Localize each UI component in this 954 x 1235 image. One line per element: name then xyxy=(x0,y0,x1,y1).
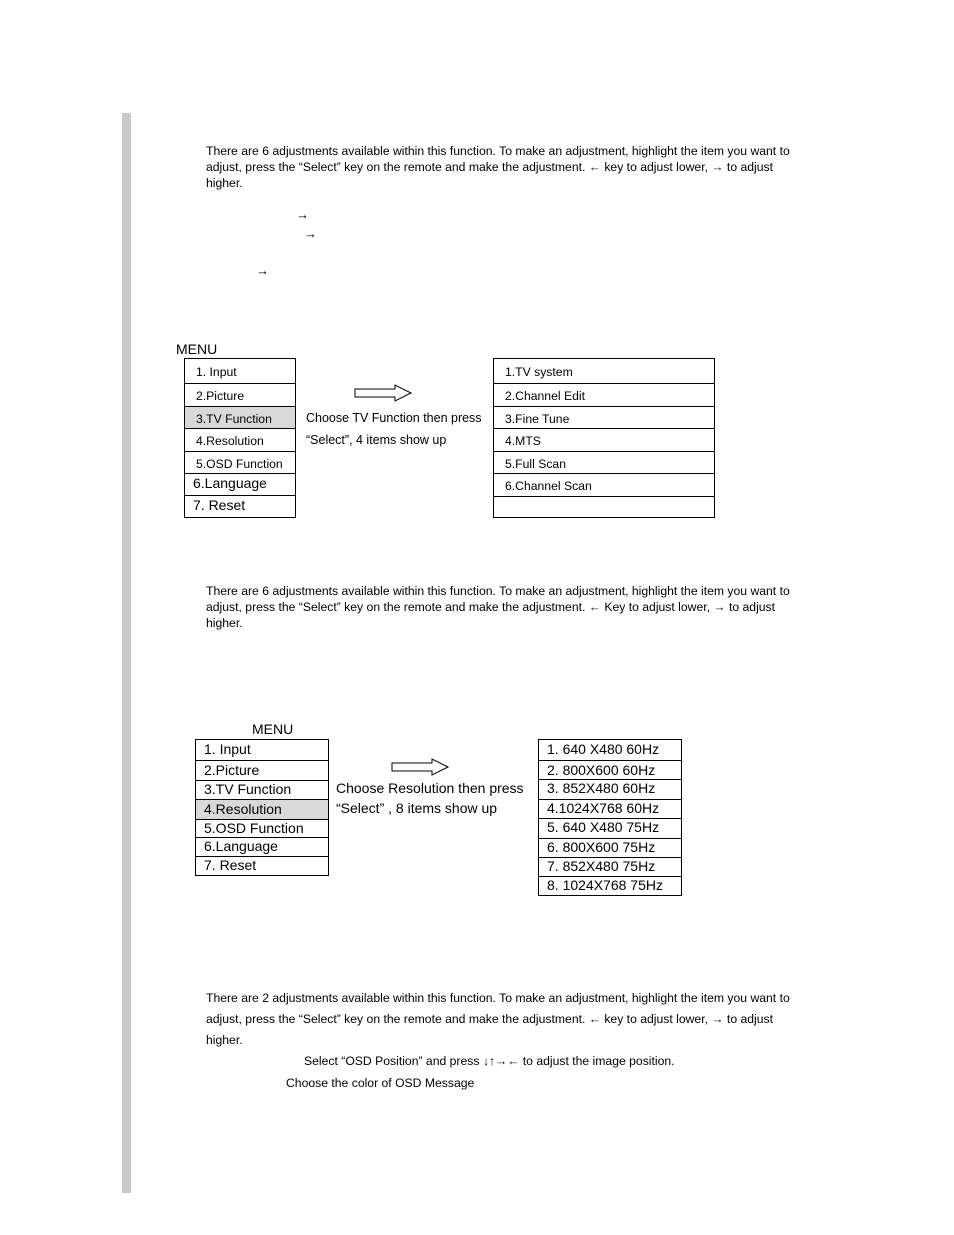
menu-item-tv-function[interactable] xyxy=(185,406,295,428)
submenu-item-label: 1.TV system xyxy=(505,365,573,379)
menu-item-label: 5.OSD Function xyxy=(204,820,304,836)
submenu-item-label: 2.Channel Edit xyxy=(505,389,585,403)
big-right-arrow-icon xyxy=(391,758,451,776)
paragraph-line: higher. xyxy=(206,616,243,630)
menu-item-label: 3.TV Function xyxy=(196,412,272,426)
osd-position-instruction: Select “OSD Position” and press ↓↑→← to adjust the image position. xyxy=(304,1054,675,1068)
right-arrow-icon: → xyxy=(256,263,269,278)
submenu-item[interactable] xyxy=(494,359,714,383)
menu-item-picture[interactable] xyxy=(196,760,328,780)
paragraph-line: higher. xyxy=(206,176,243,190)
right-arrow-icon: → xyxy=(304,226,317,241)
paragraph-line: adjust, press the “Select” key on the remote and make the adjustment. ← Key to adjust lower, → to adjust xyxy=(206,600,776,614)
menu-item-language[interactable] xyxy=(185,473,295,495)
menu-item-label: 6.Language xyxy=(193,475,267,491)
submenu-item-label: 4.MTS xyxy=(505,434,541,448)
caption-line: “Select”, 4 items show up xyxy=(306,433,447,447)
menu-item-label: 1. Input xyxy=(196,365,237,379)
submenu-item[interactable] xyxy=(494,406,714,428)
section1-paragraph xyxy=(206,143,816,191)
resolution-menu xyxy=(195,739,329,876)
menu-item-label: 7. Reset xyxy=(193,497,246,513)
menu-label: MENU xyxy=(176,341,218,357)
submenu-item-label: 1. 640 X480 60Hz xyxy=(547,741,660,757)
submenu-item-label: 7. 852X480 75Hz xyxy=(547,858,656,874)
submenu-item[interactable] xyxy=(539,760,681,779)
submenu-item[interactable] xyxy=(539,799,681,818)
submenu-item-label: 3.Fine Tune xyxy=(505,412,570,426)
menu-item-label: 3.TV Function xyxy=(204,781,292,797)
submenu-item[interactable] xyxy=(539,740,681,760)
submenu-item-label: 8. 1024X768 75Hz xyxy=(547,877,663,893)
menu-item-input[interactable] xyxy=(185,359,295,383)
section2-caption xyxy=(336,778,524,818)
submenu-item-label: 4.1024X768 60Hz xyxy=(547,800,660,816)
page-side-bar xyxy=(122,113,131,1193)
caption-line: “Select” , 8 items show up xyxy=(336,800,498,816)
tv-function-submenu xyxy=(493,358,715,518)
menu-item-label: 6.Language xyxy=(204,838,278,854)
section1-caption xyxy=(306,407,482,451)
submenu-item-label: 3. 852X480 60Hz xyxy=(547,780,656,796)
submenu-item-label: 6. 800X600 75Hz xyxy=(547,839,656,855)
submenu-item[interactable] xyxy=(539,779,681,799)
menu-item-label: 2.Picture xyxy=(196,389,245,403)
right-arrow-icon: → xyxy=(296,207,309,222)
paragraph-line: There are 2 adjustments available within this function. To make an adjustment, highlight the item you want to xyxy=(206,991,790,1005)
paragraph-line: There are 6 adjustments available within this function. To make an adjustment, highlight the item you want to xyxy=(206,144,790,158)
paragraph-line: There are 6 adjustments available within this function. To make an adjustment, highlight the item you want to xyxy=(206,584,790,598)
menu-item-label: 2.Picture xyxy=(204,762,260,778)
menu-item-osd-function[interactable] xyxy=(185,451,295,473)
submenu-item[interactable] xyxy=(539,857,681,876)
submenu-item[interactable] xyxy=(539,838,681,857)
menu-item-label: 4.Resolution xyxy=(204,801,282,817)
submenu-item-label: 5.Full Scan xyxy=(505,457,566,471)
section3-paragraph xyxy=(206,988,816,1051)
menu-item-tv-function[interactable] xyxy=(196,780,328,799)
tv-function-menu xyxy=(184,358,296,518)
submenu-item-empty xyxy=(494,496,714,517)
menu-item-input[interactable] xyxy=(196,740,328,760)
submenu-item[interactable] xyxy=(494,473,714,496)
caption-line: Choose TV Function then press xyxy=(306,411,482,425)
menu-label: MENU xyxy=(252,721,294,737)
menu-item-label: 7. Reset xyxy=(204,857,257,873)
submenu-item-label: 2. 800X600 60Hz xyxy=(547,762,656,778)
submenu-item[interactable] xyxy=(539,818,681,838)
menu-item-reset[interactable] xyxy=(185,495,295,517)
caption-line: Choose Resolution then press xyxy=(336,780,524,796)
submenu-item-label: 5. 640 X480 75Hz xyxy=(547,819,660,835)
menu-item-language[interactable] xyxy=(196,837,328,856)
menu-item-resolution[interactable] xyxy=(196,799,328,819)
menu-item-osd-function[interactable] xyxy=(196,819,328,837)
menu-item-label: 5.OSD Function xyxy=(196,457,283,471)
submenu-item[interactable] xyxy=(539,876,681,895)
submenu-item[interactable] xyxy=(494,428,714,451)
menu-item-label: 1. Input xyxy=(204,741,251,757)
menu-item-reset[interactable] xyxy=(196,856,328,875)
menu-item-label: 4.Resolution xyxy=(196,434,264,448)
section2-paragraph xyxy=(206,583,816,631)
menu-item-resolution[interactable] xyxy=(185,428,295,451)
submenu-item[interactable] xyxy=(494,383,714,406)
paragraph-line: higher. xyxy=(206,1033,243,1047)
resolution-submenu xyxy=(538,739,682,896)
big-right-arrow-icon xyxy=(354,384,414,402)
paragraph-line: adjust, press the “Select” key on the remote and make the adjustment. ← key to adjust lower, → to adjust xyxy=(206,160,774,174)
paragraph-line: adjust, press the “Select” key on the remote and make the adjustment. ← key to adjust lower, → to adjust xyxy=(206,1012,774,1026)
osd-color-instruction: Choose the color of OSD Message xyxy=(286,1076,475,1090)
submenu-item-label: 6.Channel Scan xyxy=(505,479,592,493)
menu-item-picture[interactable] xyxy=(185,383,295,406)
submenu-item[interactable] xyxy=(494,451,714,473)
